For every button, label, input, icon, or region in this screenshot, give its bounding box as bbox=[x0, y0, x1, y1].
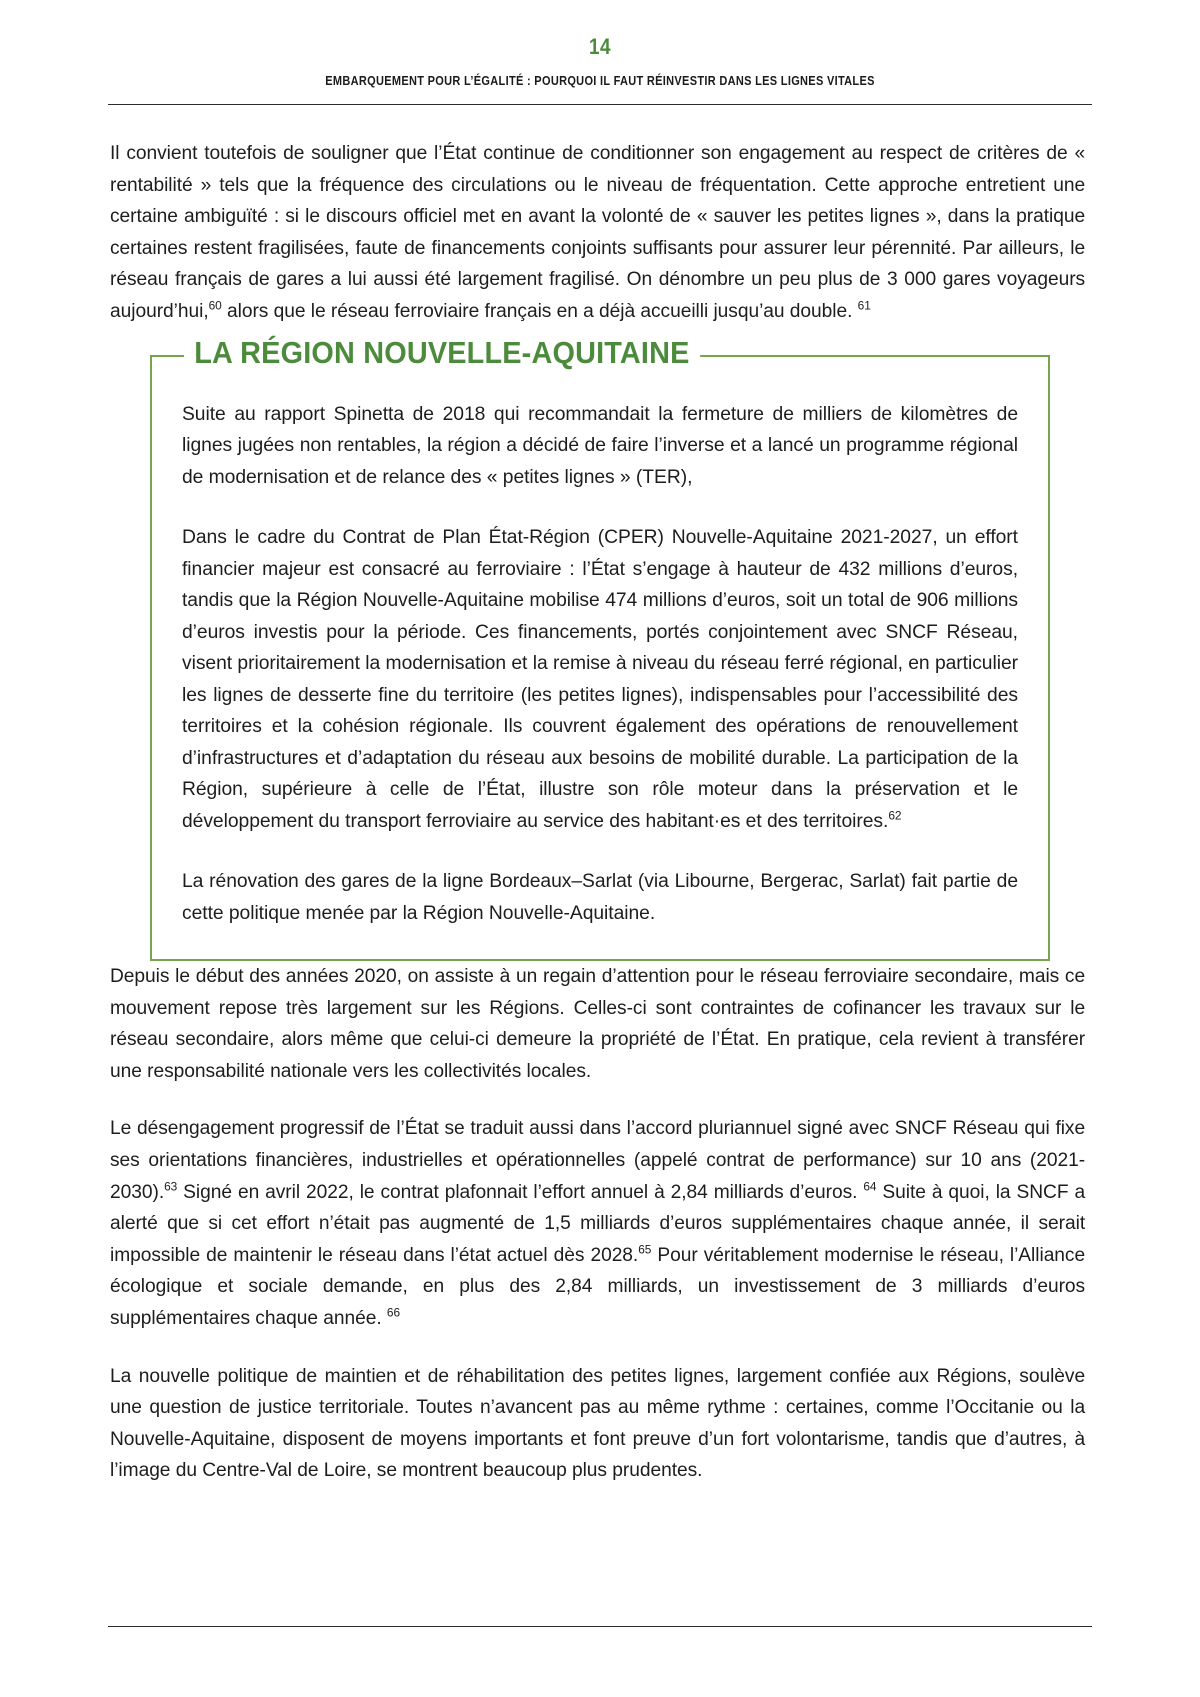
callout-title: LA RÉGION NOUVELLE-AQUITAINE bbox=[184, 337, 700, 370]
paragraph-contrat-performance bbox=[110, 1113, 1085, 1334]
header-divider-rule bbox=[108, 104, 1092, 105]
callout-paragraph-1: Suite au rapport Spinetta de 2018 qui recommandait la fermeture de milliers de kilomètres de lignes jugées non rentables, la région a décidé de faire l’inverse et a lancé un programme régional de modernisation et de relance des « petites lignes » (TER), bbox=[182, 403, 1018, 488]
callout-paragraph-2-text: Dans le cadre du Contrat de Plan État-Région (CPER) Nouvelle-Aquitaine 2021-2027, un effort financier majeur est consacré au ferroviaire : l’État s’engage à hauteur de 432 millions d’euros, tandis que la Région Nouvelle-Aquitaine mobilise 474 millions d’euros, soit un total de 906 millions d’euros investis pour la période. Ces financements, portés conjointement avec SNCF Réseau, visent prioritairement la modernisation et la remise à niveau du réseau ferré régional, en particulier les lignes de desserte fine du territoire (les petites lignes), indispensables pour l’accessibilité des territoires et la cohésion régionale. Ils couvrent également des opérations de renouvellement d’infrastructures et d’adaptation du réseau aux besoins de mobilité durable. La participation de la Région, supérieure à celle de l’État, illustre son rôle moteur dans la préservation et le développement du transport ferroviaire au service des habitant·es et des territoires. bbox=[182, 527, 1018, 832]
callout-box-nouvelle-aquitaine bbox=[150, 334, 1050, 962]
callout-paragraph-2 bbox=[182, 522, 1018, 837]
paragraph-contrat-text-d: Pour véritablement modernise le réseau, l’Alliance écologique et sociale demande, en plus des 2,84 milliards, un investissement de 3 milliards d’euros supplémentaires chaque année. bbox=[110, 1244, 1086, 1329]
footer-divider-rule bbox=[108, 1626, 1092, 1627]
paragraph-contrat-text-c: Suite à quoi, la SNCF a alerté que si cet effort n’était pas augmenté de 1,5 milliards d’euros supplémentaires chaque année, il serait impossible de maintenir le réseau dans l’état actuel dès 2028. bbox=[110, 1181, 1086, 1266]
paragraph-contrat-text-a: Le désengagement progressif de l’État se traduit aussi dans l’accord pluriannuel signé avec SNCF Réseau qui fixe ses orientations financières, industrielles et opérationnelles (appelé contrat de performance) sur 10 ans (2021-2030). bbox=[110, 1118, 1086, 1203]
footnote-ref-61[interactable]: 61 bbox=[857, 298, 871, 313]
callout-paragraph-3: La rénovation des gares de la ligne Bordeaux–Sarlat (via Libourne, Bergerac, Sarlat) fait partie de cette politique menée par la Région Nouvelle-Aquitaine. bbox=[182, 871, 1018, 924]
footnote-ref-60[interactable]: 60 bbox=[208, 298, 222, 313]
paragraph-intro bbox=[110, 138, 1085, 328]
running-header-title: EMBARQUEMENT POUR L’ÉGALITÉ : POURQUOI IL FAUT RÉINVESTIR DANS LES LIGNES VITALES bbox=[325, 74, 875, 88]
footnote-ref-63[interactable]: 63 bbox=[164, 1179, 178, 1194]
paragraph-contrat-text-b: Signé en avril 2022, le contrat plafonnait l’effort annuel à 2,84 milliards d’euros. bbox=[177, 1181, 864, 1203]
footnote-ref-65[interactable]: 65 bbox=[638, 1242, 652, 1257]
page-number: 14 bbox=[589, 34, 611, 59]
document-body bbox=[110, 138, 1090, 1487]
footnote-ref-66[interactable]: 66 bbox=[386, 1305, 401, 1320]
paragraph-intro-text-a: Il convient toutefois de souligner que l’État continue de conditionner son engagement au respect de critères de « rentabilité » tels que la fréquence des circulations ou le niveau de fréquentation. Cette approche entretient une certaine ambiguïté : si le discours officiel met en avant la volonté de « sauver les petites lignes », dans la pratique certaines restent fragilisées, faute de financements conjoints suffisants pour assurer leur pérennité. Par ailleurs, le réseau français de gares a lui aussi été largement fragilisé. On dénombre un peu plus de 3 000 gares voyageurs aujourd’hui, bbox=[110, 143, 1086, 322]
footnote-ref-64[interactable]: 64 bbox=[863, 1179, 877, 1194]
paragraph-intro-text-b: alors que le réseau ferroviaire français en a déjà accueilli jusqu’au double. bbox=[221, 300, 858, 322]
paragraph-justice-territoriale: La nouvelle politique de maintien et de réhabilitation des petites lignes, largement confiée aux Régions, soulève une question de justice territoriale. Toutes n’avancent pas au même rythme : certaines, comme l’Occitanie ou la Nouvelle-Aquitaine, disposent de moyens importants et font preuve d’un fort volontarisme, tandis que d’autres, à l’image du Centre-Val de Loire, se montrent beaucoup plus prudentes. bbox=[110, 1365, 1086, 1482]
paragraph-regions: Depuis le début des années 2020, on assiste à un regain d’attention pour le réseau ferroviaire secondaire, mais ce mouvement repose très largement sur les Régions. Celles-ci sont contraintes de cofinancer les travaux sur le réseau secondaire, alors même que celui-ci demeure la propriété de l’État. En pratique, cela revient à transférer une responsabilité nationale vers les collectivités locales. bbox=[110, 966, 1086, 1082]
footnote-ref-62[interactable]: 62 bbox=[888, 808, 902, 823]
